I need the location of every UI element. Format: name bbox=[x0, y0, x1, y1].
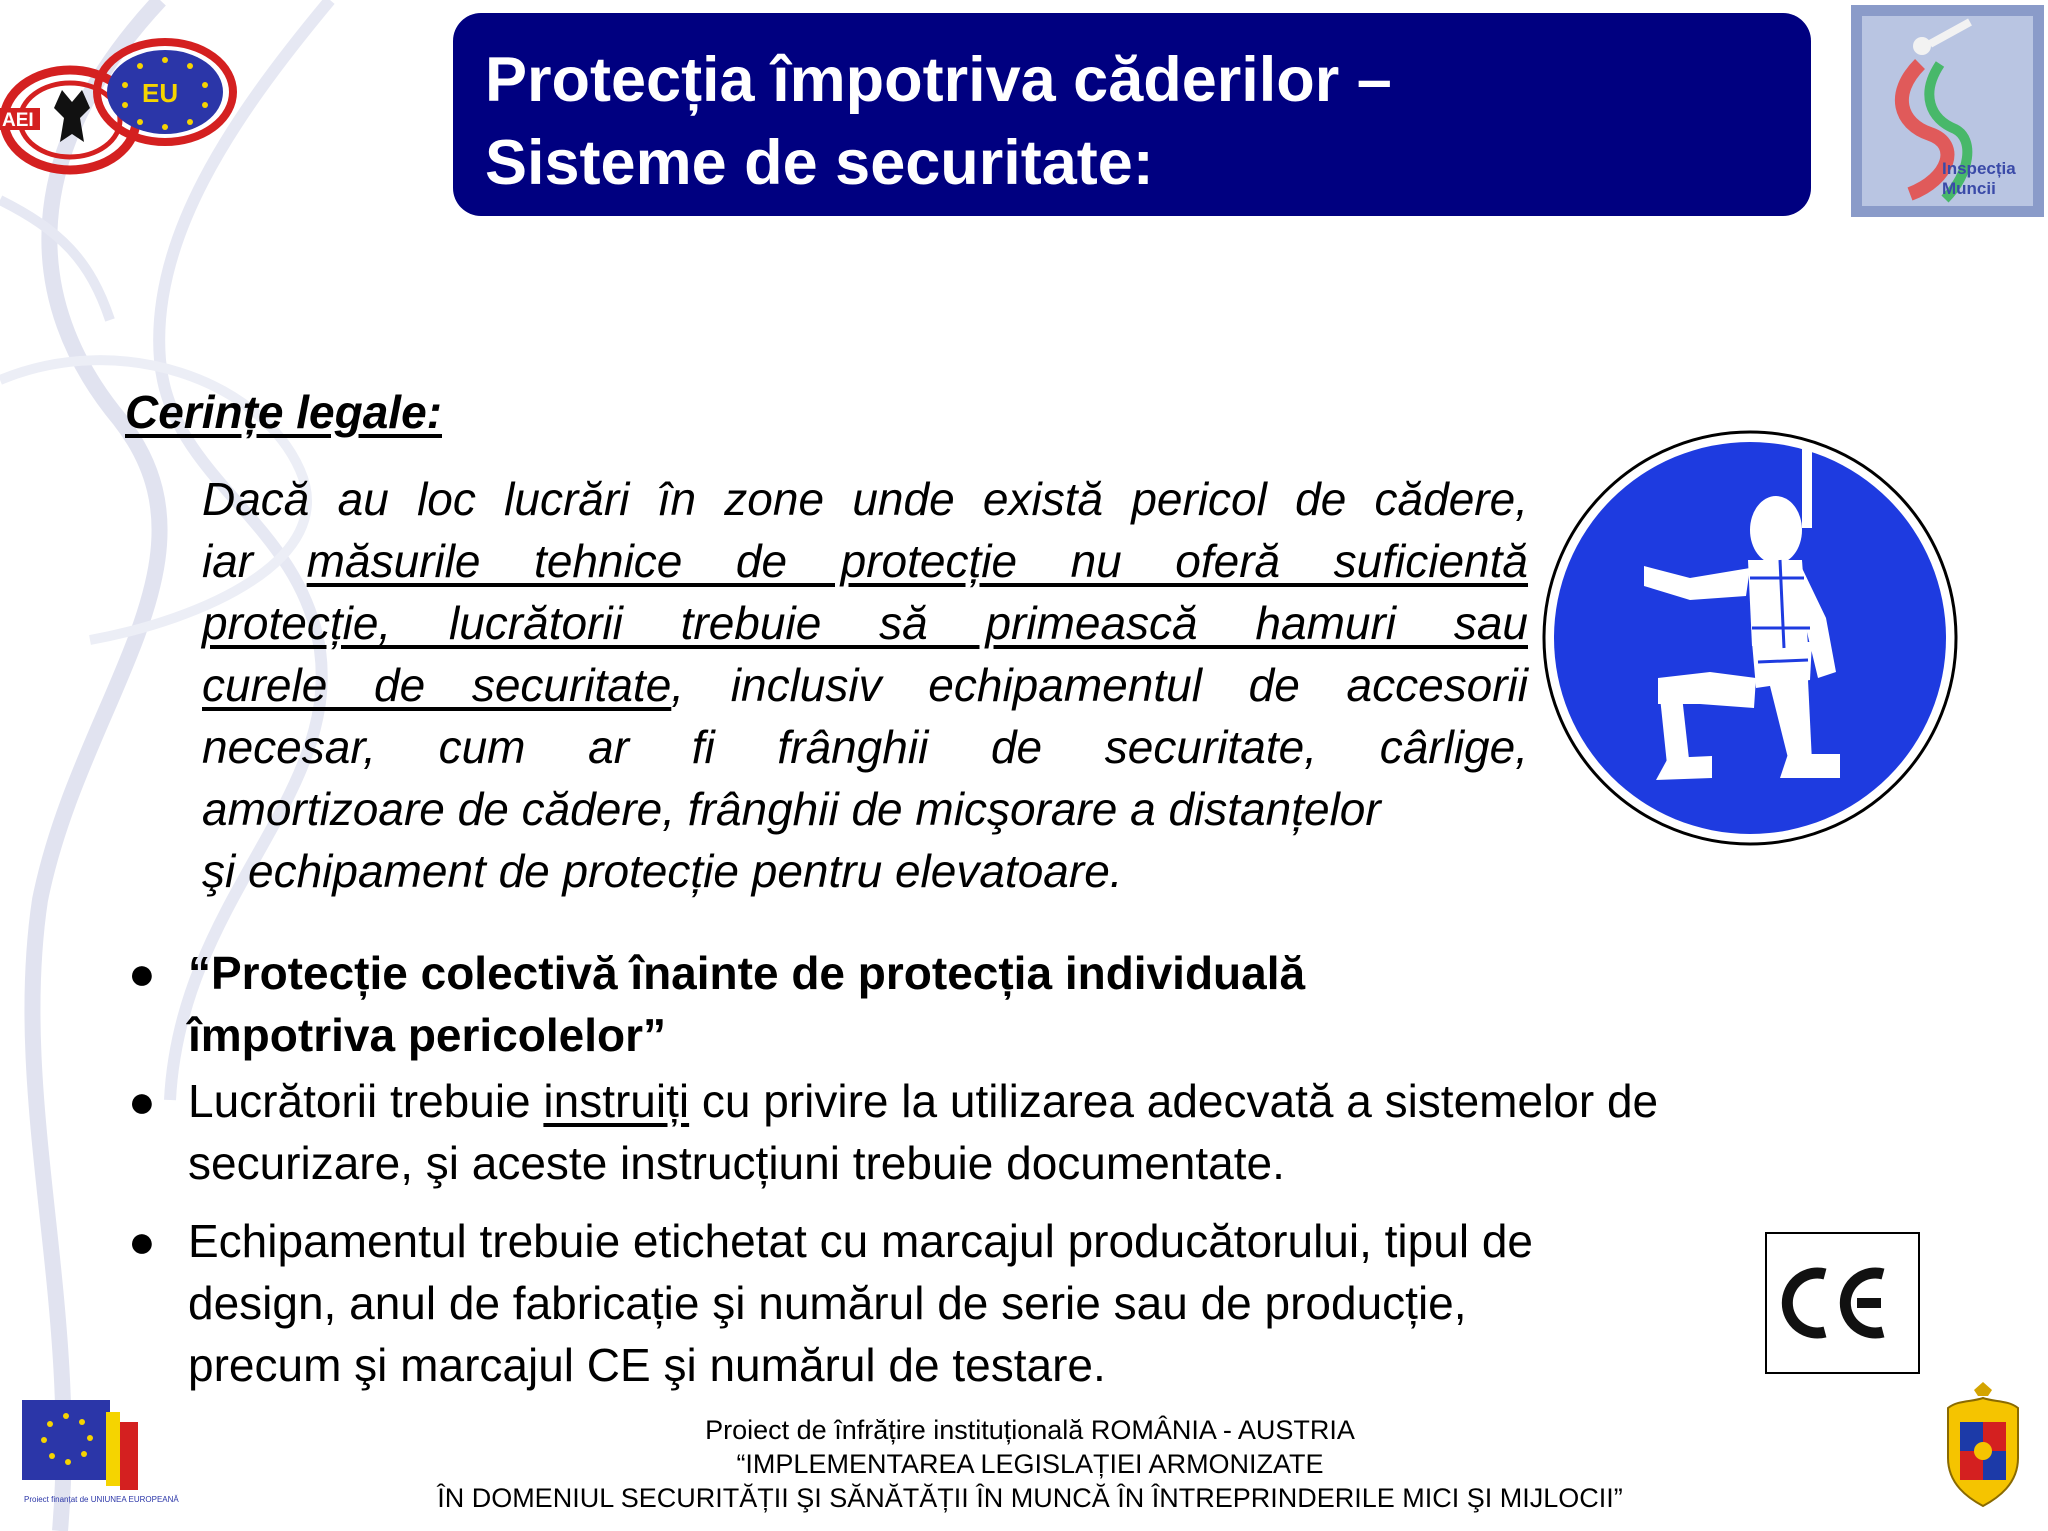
bullet-worker-training bbox=[128, 1070, 1659, 1194]
svg-text:EU: EU bbox=[142, 78, 179, 108]
inspectia-muncii-logo bbox=[1850, 4, 2045, 218]
fall-protection-harness-sign-icon bbox=[1540, 428, 1960, 848]
page-title-line-1: Protecția împotriva căderilor – bbox=[485, 45, 1392, 115]
romania-coat-of-arms-icon bbox=[1938, 1382, 2028, 1510]
ce-marking-icon bbox=[1767, 1234, 1918, 1372]
title-banner bbox=[453, 13, 1811, 216]
bullet-equipment-labeling bbox=[128, 1210, 1533, 1396]
bullet-dot: ● bbox=[128, 947, 156, 999]
footer-line-2: “IMPLEMENTAREA LEGISLAȚIEI ARMONIZATE bbox=[736, 1449, 1324, 1479]
bullet-2-line-2: securizare, şi aceste instrucțiuni trebuie documentate. bbox=[188, 1137, 1285, 1189]
page-title-line-2: Sisteme de securitate: bbox=[485, 128, 1154, 198]
bullet-2-lead: Lucrătorii trebuie bbox=[188, 1075, 544, 1127]
footer bbox=[360, 1413, 1700, 1515]
bullet-1-line-2: împotriva pericolelor” bbox=[188, 1009, 667, 1061]
bullet-1-line-1: “Protecție colectivă înainte de protecția individuală bbox=[188, 947, 1306, 999]
inspectia-label: Inspecția bbox=[1942, 159, 2016, 178]
paragraph-line-2 bbox=[202, 530, 1528, 592]
bullet-collective-protection bbox=[128, 942, 1306, 1066]
paragraph-line-2-underlined: măsurile tehnice de protecție nu oferă suficientă bbox=[306, 535, 1529, 587]
legal-requirements-heading: Cerințe legale: bbox=[125, 386, 442, 438]
aei-eu-logo bbox=[0, 30, 240, 180]
svg-text:AEI: AEI bbox=[2, 110, 34, 131]
bullet-3-line-3: precum şi marcajul CE şi numărul de testare. bbox=[188, 1339, 1106, 1391]
paragraph-line-4 bbox=[202, 654, 1528, 716]
legal-requirements-paragraph bbox=[202, 468, 1528, 902]
paragraph-line-1: Dacă au loc lucrări în zone unde există pericol de cădere, bbox=[202, 473, 1528, 525]
paragraph-line-3: protecție, lucrătorii trebuie să primească hamuri sau bbox=[202, 597, 1528, 649]
eu-flag-icon bbox=[22, 1400, 179, 1518]
bullet-2-underlined: instruiți bbox=[543, 1075, 690, 1127]
eu-flag-caption: Proiect finanțat de UNIUNEA EUROPEANĂ bbox=[24, 1495, 179, 1504]
paragraph-line-6: amortizoare de cădere, frânghii de micşorare a distanțelor bbox=[202, 783, 1381, 835]
paragraph-line-5: necesar, cum ar fi frânghii de securitate, cârlige, bbox=[202, 721, 1528, 773]
footer-line-3: ÎN DOMENIUL SECURITĂȚII ŞI SĂNĂTĂȚII ÎN MUNCĂ ÎN ÎNTREPRINDERILE MICI ŞI MIJLOCII” bbox=[437, 1483, 1623, 1513]
bullet-2-rest: cu privire la utilizarea adecvată a sistemelor de bbox=[689, 1075, 1659, 1127]
paragraph-line-4-underlined: curele de securitate bbox=[202, 659, 672, 711]
ce-marking-box bbox=[1765, 1232, 1920, 1374]
bullet-2-line-1 bbox=[188, 1070, 1658, 1132]
paragraph-line-4-rest: , inclusiv echipamentul de accesorii bbox=[671, 659, 1528, 711]
bullet-dot: ● bbox=[128, 1075, 156, 1127]
footer-line-1: Proiect de înfrățire instituțională ROMÂNIA - AUSTRIA bbox=[705, 1415, 1355, 1445]
paragraph-line-2-lead: iar bbox=[202, 535, 307, 587]
muncii-label: Muncii bbox=[1942, 179, 1996, 198]
paragraph-line-7: şi echipament de protecție pentru elevatoare. bbox=[202, 845, 1123, 897]
bullet-3-line-2: design, anul de fabricație şi numărul de serie sau de producție, bbox=[188, 1277, 1467, 1329]
bullet-3-line-1: Echipamentul trebuie etichetat cu marcajul producătorului, tipul de bbox=[188, 1215, 1533, 1267]
bullet-dot: ● bbox=[128, 1215, 156, 1267]
